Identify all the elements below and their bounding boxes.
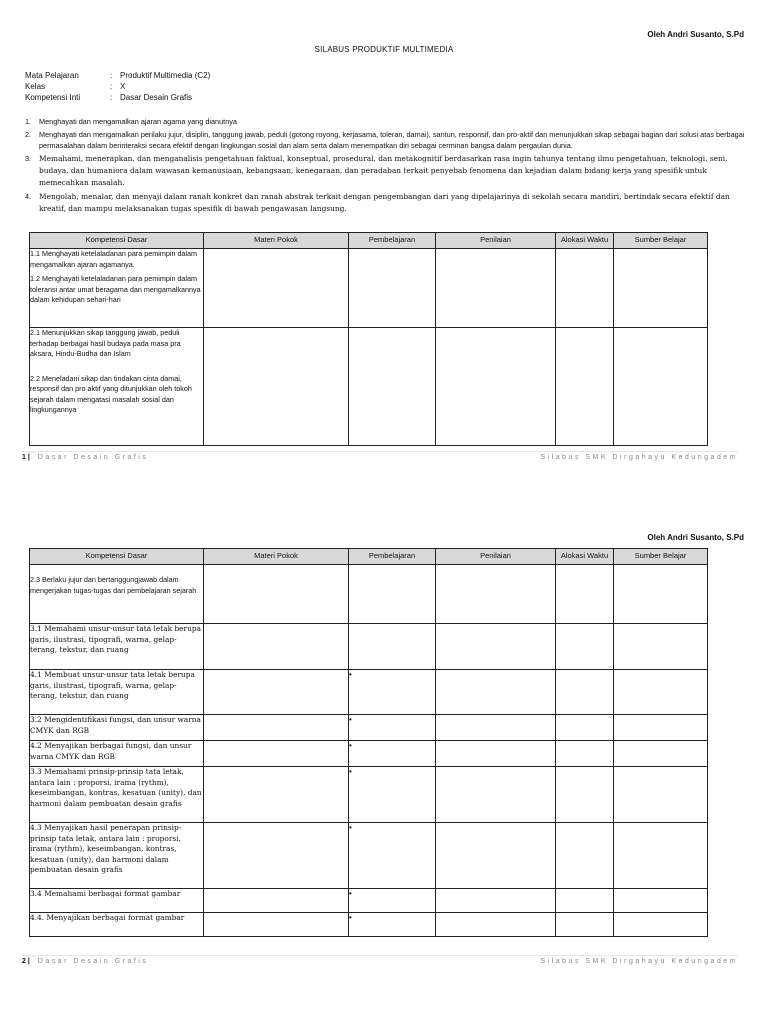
footer-section-title: Dasar Desain Grafis — [37, 454, 149, 461]
table-row — [30, 767, 708, 823]
table-row — [30, 715, 708, 741]
ki-text: Memahami, menerapkan, dan menganalisis pengetahuan faktual, konseptual, prosedural, dan metakognitif berdasarkan rasa ingin tahunya tentang ilmu pengetahuan, teknologi, seni, budaya, dan humaniora dalam wawasan kemanusiaan, kebangsaan, kenegaraan, dan peradaban terkait penyebab fenomena dan kejadian dalam bidang kerja yang spesifik untuk memecahkan masalah. — [39, 154, 728, 187]
meta-row — [25, 70, 210, 81]
header-kompetensi-dasar: Kompetensi Dasar — [30, 549, 204, 565]
footer-section-title: Dasar Desain Grafis — [37, 958, 149, 965]
kd-text: 1.2 Menghayati ketelaladanan para pemimpin dalam toleransi antar umat beragama dan mengamalkannya dalam kehidupan sehari-hari — [30, 274, 201, 304]
bullet-marker: • — [349, 913, 436, 937]
subject-meta — [25, 70, 210, 103]
materi-cell — [204, 767, 349, 823]
header-pembelajaran: Pembelajaran — [349, 549, 436, 565]
pembelajaran-cell — [349, 565, 436, 624]
materi-cell — [204, 715, 349, 741]
bullet-marker: • — [349, 670, 436, 715]
kd-text: 4.3 Menyajikan hasil penerapan prinsip-prinsip tata letak, antara lain : proporsi, irama (rythm), keseimbangan, kontras, kesatuan (unity), dan harmoni dalam pembuatan desain grafis — [30, 823, 182, 874]
bullet-marker: • — [349, 767, 436, 823]
header-alokasi-waktu: Alokasi Waktu — [556, 233, 614, 249]
penilaian-cell — [436, 715, 556, 741]
sumber-cell — [614, 741, 708, 767]
table-row — [30, 565, 708, 624]
sumber-cell — [614, 565, 708, 624]
kd-cell — [30, 565, 204, 624]
materi-cell — [204, 741, 349, 767]
kd-cell — [30, 715, 204, 741]
table-row — [30, 913, 708, 937]
penilaian-cell — [436, 913, 556, 937]
meta-colon: : — [110, 82, 113, 91]
alokasi-cell — [556, 565, 614, 624]
kd-cell — [30, 889, 204, 913]
table-row — [30, 249, 708, 328]
bullet-marker: • — [349, 715, 436, 741]
header-sumber-belajar: Sumber Belajar — [614, 233, 708, 249]
table-row — [30, 624, 708, 670]
penilaian-cell — [436, 823, 556, 889]
penilaian-cell — [436, 670, 556, 715]
alokasi-cell — [556, 741, 614, 767]
meta-value: X — [120, 82, 126, 91]
bullet-marker: • — [349, 889, 436, 913]
kd-text: 3.1 Memahami unsur-unsur tata letak berupa garis, ilustrasi, tipografi, warna, gelap-terang, tekstur, dan ruang — [30, 624, 201, 654]
penilaian-cell — [436, 889, 556, 913]
meta-key: Kelas — [25, 82, 46, 91]
header-materi-pokok: Materi Pokok — [204, 233, 349, 249]
header-sumber-belajar: Sumber Belajar — [614, 549, 708, 565]
ki-text: Menghayati dan mengamalkan perilaku jujur, disiplin, tanggung jawab, peduli (gotong royong, kerjasama, toleran, damai), santun, responsif, dan pro-aktif dan menunjukkan sikap sebagai bagian dari solusi atas berbagai permasalahan dalam berinteraksi secara efektif dengan lingkungan sosial dan alam serta dalam menempatkan diri sebagai cerminan bangsa dalam pergaulan dunia. — [39, 130, 745, 150]
kd-text: 3.3 Memahami prinsip-prinsip tata letak, antara lain : proporsi, irama (rythm), keseimbangan, kontras, kesatuan (unity), dan harmoni dalam pembuatan desain grafis — [30, 767, 202, 808]
syllabus-table-page-2 — [29, 548, 708, 937]
penilaian-cell — [436, 741, 556, 767]
alokasi-cell — [556, 913, 614, 937]
table-header-row — [30, 549, 708, 565]
page-2-footer — [22, 955, 738, 965]
footer-school-name: Silabus SMK Dirgahayu Kedungadem — [540, 958, 738, 965]
table-row — [30, 823, 708, 889]
materi-cell — [204, 565, 349, 624]
ki-item — [25, 153, 745, 189]
bullet-marker: • — [349, 823, 436, 889]
header-penilaian: Penilaian — [436, 549, 556, 565]
kd-cell — [30, 670, 204, 715]
kd-text: 1.1 Menghayati ketelaladanan para pemimpin dalam mengamalkan ajaran agamanya. — [30, 249, 198, 269]
sumber-cell — [614, 889, 708, 913]
sumber-cell — [614, 249, 708, 328]
header-penilaian: Penilaian — [436, 233, 556, 249]
sumber-cell — [614, 913, 708, 937]
kd-text: 4.4. Menyajikan berbagai format gambar — [30, 913, 185, 922]
sumber-cell — [614, 715, 708, 741]
ki-number: 2. — [25, 130, 32, 139]
alokasi-cell — [556, 823, 614, 889]
page-number: 1 | — [22, 454, 30, 461]
header-kompetensi-dasar: Kompetensi Dasar — [30, 233, 204, 249]
kd-cell — [30, 741, 204, 767]
meta-value: Dasar Desain Grafis — [120, 93, 193, 102]
kd-text: 2.1 Menunjukkan sikap tanggung jawab, peduli terhadap berbagai hasil budaya pada masa pra aksara, Hindu-Budha dan Islam — [30, 328, 181, 358]
table-row — [30, 741, 708, 767]
pembelajaran-cell — [349, 328, 436, 446]
penilaian-cell — [436, 328, 556, 446]
sumber-cell — [614, 670, 708, 715]
meta-colon: : — [110, 93, 113, 102]
syllabus-table-page-1 — [29, 232, 708, 446]
ki-number: 1. — [25, 117, 32, 126]
table-header-row — [30, 233, 708, 249]
ki-item — [25, 129, 745, 151]
footer-left — [22, 454, 148, 461]
ki-item — [25, 116, 745, 127]
meta-key: Mata Pelajaran — [25, 71, 79, 80]
materi-cell — [204, 328, 349, 446]
footer-left — [22, 958, 148, 965]
penilaian-cell — [436, 624, 556, 670]
penilaian-cell — [436, 767, 556, 823]
kd-cell — [30, 249, 204, 328]
penilaian-cell — [436, 565, 556, 624]
meta-key: Kompetensi Inti — [25, 93, 81, 102]
alokasi-cell — [556, 670, 614, 715]
pembelajaran-cell — [349, 249, 436, 328]
table-row — [30, 328, 708, 446]
sumber-cell — [614, 328, 708, 446]
ki-number: 3. — [25, 154, 32, 163]
meta-colon: : — [110, 71, 113, 80]
document-title: SILABUS PRODUKTIF MULTIMEDIA — [314, 45, 454, 54]
kd-cell — [30, 328, 204, 446]
ki-item — [25, 191, 745, 215]
kd-text: 3.4 Memahami berbagai format gambar — [30, 889, 181, 898]
meta-value: Produktif Multimedia (C2) — [120, 71, 211, 80]
materi-cell — [204, 913, 349, 937]
materi-cell — [204, 823, 349, 889]
alokasi-cell — [556, 767, 614, 823]
ki-number: 4. — [25, 192, 32, 201]
kd-text: 4.2 Menyajikan berbagai fungsi, dan unsur warna CMYK dan RGB — [30, 741, 192, 761]
header-alokasi-waktu: Alokasi Waktu — [556, 549, 614, 565]
ki-text: Mengolah, menalar, dan menyaji dalam ranah konkret dan ranah abstrak terkait dengan pengembangan dari yang dipelajarinya di sekolah secara mandiri, bertindak secara efektif dan kreatif, dan mampu melaksanakan tugas spesifik di bawah pengawasan langsung. — [39, 192, 730, 213]
penilaian-cell — [436, 249, 556, 328]
page-number: 2 | — [22, 958, 30, 965]
table-row — [30, 889, 708, 913]
kd-text: 3.2 Mengidentifikasi fungsi, dan unsur warna CMYK dan RGB — [30, 715, 201, 735]
sumber-cell — [614, 767, 708, 823]
page-1-footer — [22, 451, 738, 461]
header-pembelajaran: Pembelajaran — [349, 233, 436, 249]
bullet-marker: • — [349, 741, 436, 767]
table-row — [30, 670, 708, 715]
kd-cell — [30, 823, 204, 889]
pembelajaran-cell — [349, 624, 436, 670]
kompetensi-inti-list — [25, 116, 745, 217]
materi-cell — [204, 889, 349, 913]
alokasi-cell — [556, 624, 614, 670]
footer-school-name: Silabus SMK Dirgahayu Kedungadem — [540, 454, 738, 461]
kd-cell — [30, 913, 204, 937]
sumber-cell — [614, 823, 708, 889]
materi-cell — [204, 670, 349, 715]
ki-text: Menghayati dan mengamalkan ajaran agama yang dianutnya — [39, 117, 237, 126]
author-line: Oleh Andri Susanto, S.Pd — [647, 533, 744, 542]
kd-text: 4.1 Membuat unsur-unsur tata letak berupa garis, ilustrasi, tipografi, warna, gelap-terang, tekstur, dan ruang — [30, 670, 195, 700]
sumber-cell — [614, 624, 708, 670]
meta-row — [25, 92, 210, 103]
alokasi-cell — [556, 889, 614, 913]
header-materi-pokok: Materi Pokok — [204, 549, 349, 565]
kd-text: 2.2 Meneladani sikap dan tindakan cinta damai, responsif dan pro aktif yang ditunjukkan oleh tokoh sejarah dalam mengatasi masalah sosial dan lingkungannya — [30, 373, 192, 414]
materi-cell — [204, 624, 349, 670]
alokasi-cell — [556, 328, 614, 446]
kd-cell — [30, 767, 204, 823]
author-line: Oleh Andri Susanto, S.Pd — [647, 30, 744, 39]
meta-row — [25, 81, 210, 92]
alokasi-cell — [556, 249, 614, 328]
kd-cell — [30, 624, 204, 670]
materi-cell — [204, 249, 349, 328]
alokasi-cell — [556, 715, 614, 741]
kd-text: 2.3 Berlaku jujur dan bertanggungjawab dalam mengerjakan tugas-tugas dari pembelajaran sejarah — [30, 575, 197, 595]
